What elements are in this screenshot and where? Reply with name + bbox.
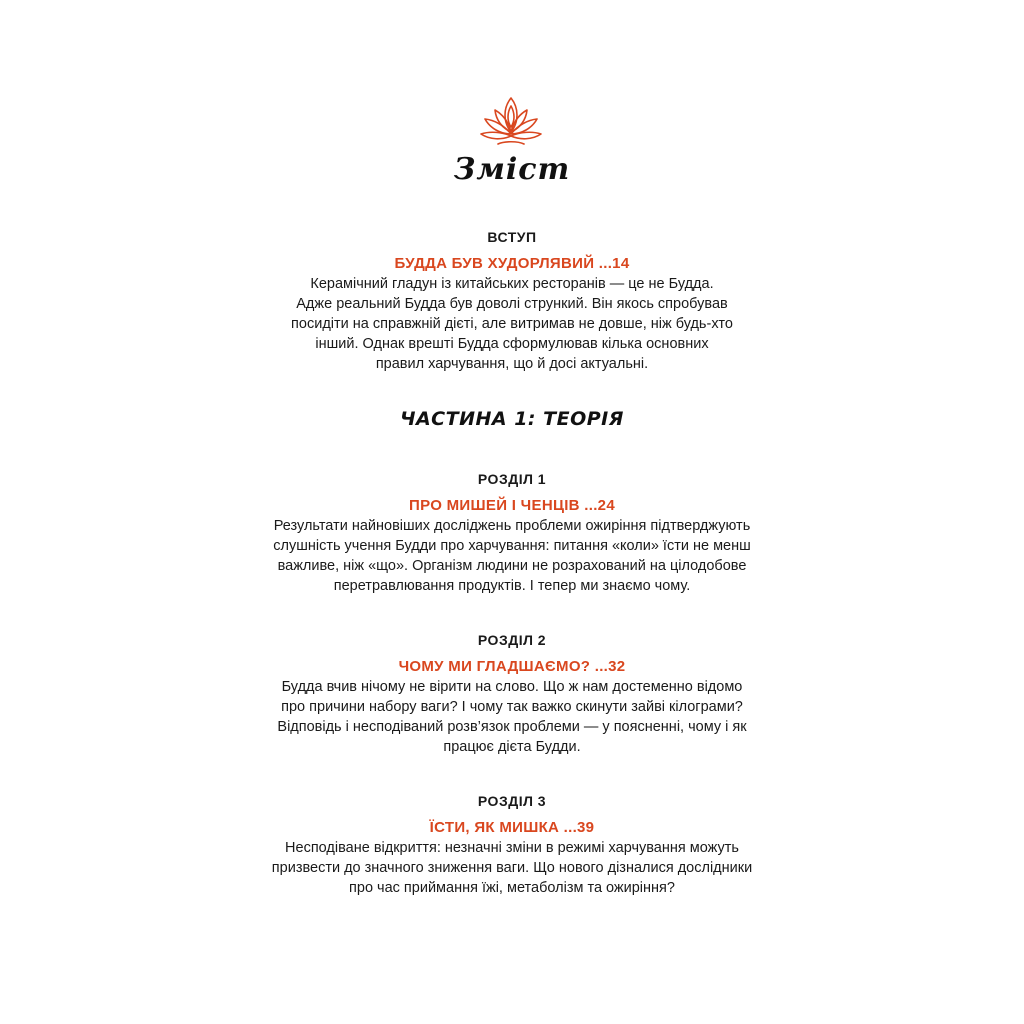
description-line: Відповідь і несподіваний розв’язок проблеми — у поясненні, чому і як xyxy=(277,719,747,735)
chapter-description xyxy=(212,516,812,596)
chapter-heading-link[interactable]: ЇСТИ, ЯК МИШКА ...39 xyxy=(429,819,595,836)
description-line: Адже реальний Будда був доволі стрункий. Він якось спробував xyxy=(296,296,728,312)
toc-entry-chapter-1 xyxy=(212,470,812,596)
toc-entry-chapter-3 xyxy=(212,792,812,898)
chapter-description xyxy=(212,677,812,757)
description-line: призвести до значного зниження ваги. Що нового дізналися дослідники xyxy=(271,860,753,876)
section-heading-link[interactable]: БУДДА БУВ ХУДОРЛЯВИЙ ...14 xyxy=(394,255,630,272)
description-line: Несподіване відкриття: незначні зміни в режимі харчування можуть xyxy=(285,840,739,856)
description-line: Результати найновіших досліджень проблеми ожиріння підтверджують xyxy=(273,518,751,534)
description-line: Будда вчив нічому не вірити на слово. Що ж нам достеменно відомо xyxy=(281,679,743,695)
description-line: Керамічний гладун із китайських ресторанів — це не Будда. xyxy=(310,276,714,292)
description-line: слушність учення Будди про харчування: питання «коли» їсти не менш xyxy=(273,538,751,554)
description-line: інший. Однак врешті Будда сформулював кілька основних xyxy=(315,336,709,352)
section-description xyxy=(212,274,812,374)
description-line: правил харчування, що й досі актуальні. xyxy=(375,356,649,372)
chapter-heading-link[interactable]: ПРО МИШЕЙ І ЧЕНЦІВ ...24 xyxy=(409,497,615,514)
description-line: працює дієта Будди. xyxy=(443,739,581,755)
page-title: Зміст xyxy=(453,152,571,187)
toc-entry-chapter-2 xyxy=(212,631,812,757)
description-line: про причини набору ваги? І чому так важко скинути зайві кілограми? xyxy=(281,699,743,715)
description-line: важливе, ніж «що». Організм людини не розрахований на цілодобове xyxy=(277,558,747,574)
description-line: перетравлювання продуктів. І тепер ми знаємо чому. xyxy=(333,578,691,594)
chapter-label: РОЗДІЛ 3 xyxy=(477,793,547,809)
lotus-icon xyxy=(478,94,544,150)
chapter-label: РОЗДІЛ 1 xyxy=(477,471,547,487)
chapter-description xyxy=(212,838,812,898)
toc-entry-intro xyxy=(212,228,812,374)
part-title: ЧАСТИНА 1: ТЕОРІЯ xyxy=(400,408,624,430)
description-line: посидіти на справжній дієті, але витримав не довше, ніж будь-хто xyxy=(291,316,733,332)
chapter-label: РОЗДІЛ 2 xyxy=(477,632,547,648)
chapter-heading-link[interactable]: ЧОМУ МИ ГЛАДШАЄМО? ...32 xyxy=(398,658,626,675)
description-line: про час приймання їжі, метаболізм та ожиріння? xyxy=(349,880,675,896)
section-label: ВСТУП xyxy=(487,229,537,245)
